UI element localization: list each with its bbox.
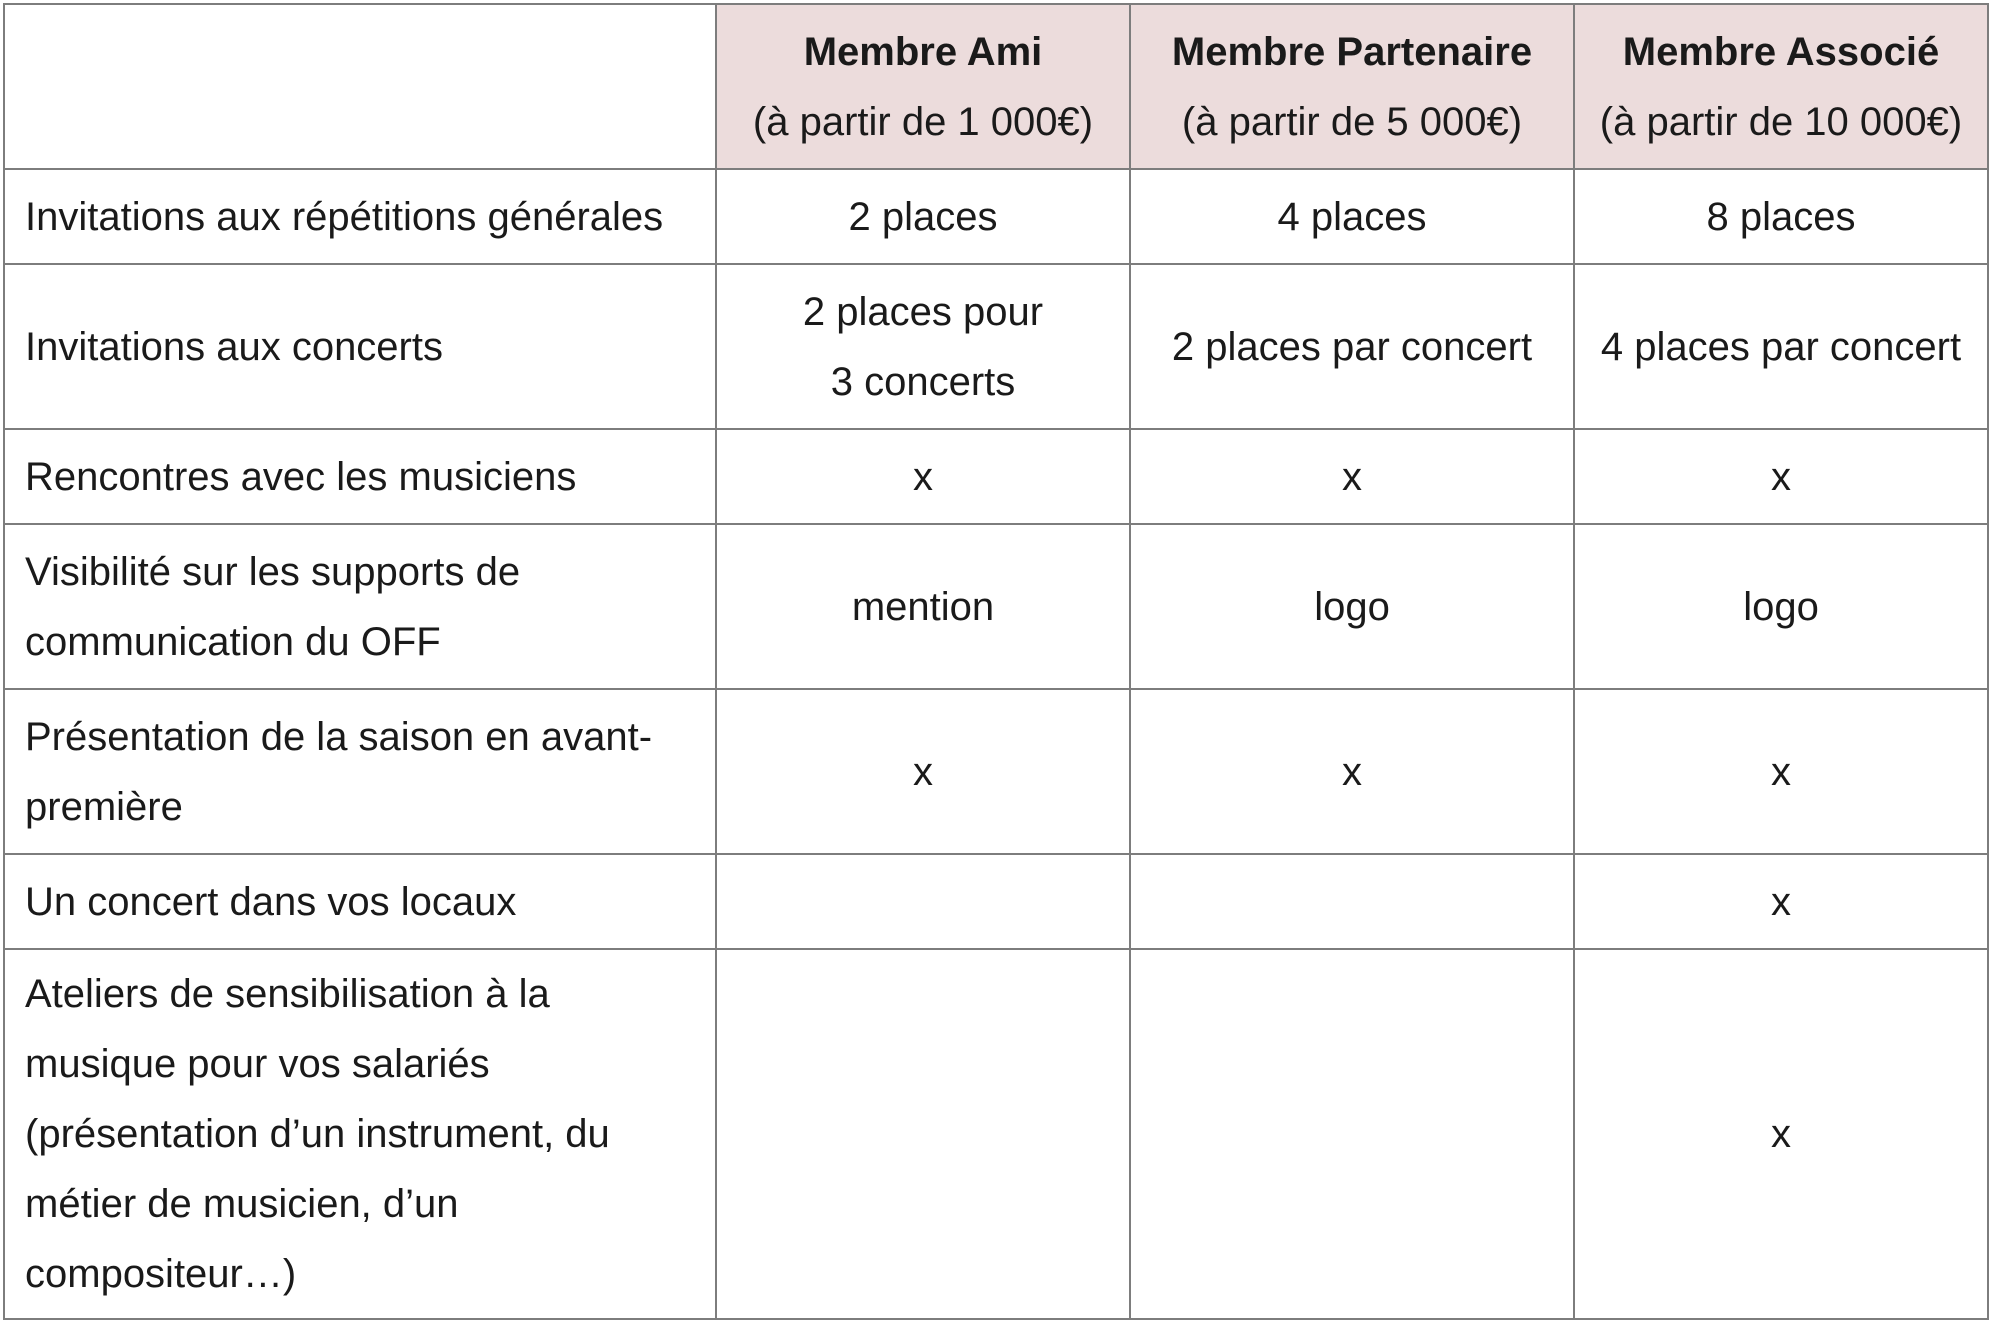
cell-associe: x <box>1574 689 1988 854</box>
row-label: Ateliers de sensibilisation à la musique pour vos salariés (présentation d’un instrument, du métier de musicien, d’un compositeur…) <box>4 949 716 1319</box>
row-label: Présentation de la saison en avant-première <box>4 689 716 854</box>
row-label: Rencontres avec les musiciens <box>4 429 716 524</box>
benefits-table <box>3 3 1989 1320</box>
tier-header-partenaire <box>1130 4 1574 169</box>
table-row <box>4 169 1988 264</box>
cell-partenaire: 2 places par concert <box>1130 264 1574 429</box>
cell-partenaire: x <box>1130 689 1574 854</box>
cell-associe: x <box>1574 949 1988 1319</box>
table-row <box>4 854 1988 949</box>
cell-ami: x <box>716 429 1130 524</box>
cell-partenaire: x <box>1130 429 1574 524</box>
table-row <box>4 524 1988 689</box>
table-row <box>4 689 1988 854</box>
table-row <box>4 949 1988 1319</box>
corner-cell <box>4 4 716 169</box>
cell-associe: x <box>1574 429 1988 524</box>
table-row <box>4 429 1988 524</box>
tier-header-associe <box>1574 4 1988 169</box>
cell-ami: mention <box>716 524 1130 689</box>
tier-name: Membre Ami <box>803 29 1043 74</box>
cell-line: 2 places pour <box>802 289 1044 334</box>
cell-associe: 4 places par concert <box>1574 264 1988 429</box>
row-label: Invitations aux concerts <box>4 264 716 429</box>
row-label: Un concert dans vos locaux <box>4 854 716 949</box>
cell-partenaire <box>1130 854 1574 949</box>
cell-ami: x <box>716 689 1130 854</box>
tier-header-ami <box>716 4 1130 169</box>
cell-ami <box>716 949 1130 1319</box>
tier-price: (à partir de 5 000€) <box>1181 99 1523 144</box>
table-row <box>4 264 1988 429</box>
cell-partenaire: logo <box>1130 524 1574 689</box>
cell-associe: logo <box>1574 524 1988 689</box>
tier-price: (à partir de 10 000€) <box>1599 99 1963 144</box>
cell-partenaire <box>1130 949 1574 1319</box>
cell-ami: 2 places <box>716 169 1130 264</box>
row-label: Visibilité sur les supports de communication du OFF <box>4 524 716 689</box>
cell-associe: x <box>1574 854 1988 949</box>
cell-line: 3 concerts <box>830 359 1016 404</box>
cell-ami <box>716 854 1130 949</box>
tier-name: Membre Associé <box>1622 29 1940 74</box>
row-label: Invitations aux répétitions générales <box>4 169 716 264</box>
cell-associe: 8 places <box>1574 169 1988 264</box>
membership-benefits-table <box>3 3 1987 1320</box>
cell-ami <box>716 264 1130 429</box>
tier-price: (à partir de 1 000€) <box>752 99 1094 144</box>
header-row <box>4 4 1988 169</box>
cell-partenaire: 4 places <box>1130 169 1574 264</box>
tier-name: Membre Partenaire <box>1171 29 1533 74</box>
